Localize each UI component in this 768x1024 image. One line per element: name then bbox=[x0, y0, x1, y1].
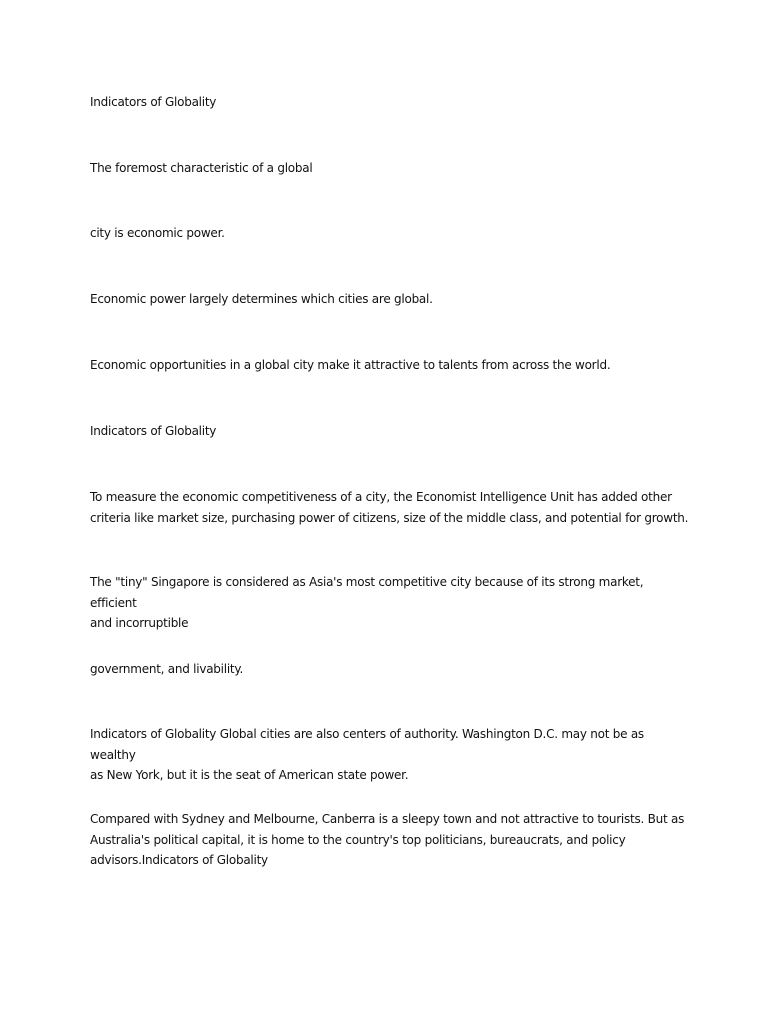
paragraph-10: Indicators of Globality Global cities are also centers of authority. Washington D.C. may not be as wealthy as New York, but it is the seat of American state power. bbox=[90, 727, 644, 782]
paragraph-4: Economic power largely determines which cities are global. bbox=[90, 292, 433, 306]
paragraph-9: government, and livability. bbox=[90, 662, 244, 676]
paragraph-11: Compared with Sydney and Melbourne, Canberra is a sleepy town and not attractive to tourists. But as Australia's political capital, it is home to the country's top politicians, bureaucrats, and policy advisors.Indicators of Globality bbox=[90, 812, 685, 867]
paragraph-8: The "tiny" Singapore is considered as Asia's most competitive city because of its strong market, efficient and incorruptible bbox=[90, 575, 644, 630]
paragraph-heading-1: Indicators of Globality bbox=[90, 95, 217, 109]
paragraph-5: Economic opportunities in a global city make it attractive to talents from across the world. bbox=[90, 358, 611, 372]
paragraph-2: The foremost characteristic of a global bbox=[90, 161, 313, 175]
paragraph-3: city is economic power. bbox=[90, 226, 225, 240]
paragraph-heading-2: Indicators of Globality bbox=[90, 424, 217, 438]
paragraph-7: To measure the economic competitiveness of a city, the Economist Intelligence Unit has added other criteria like market size, purchasing power of citizens, size of the middle class, and potential for growth. bbox=[90, 490, 689, 525]
